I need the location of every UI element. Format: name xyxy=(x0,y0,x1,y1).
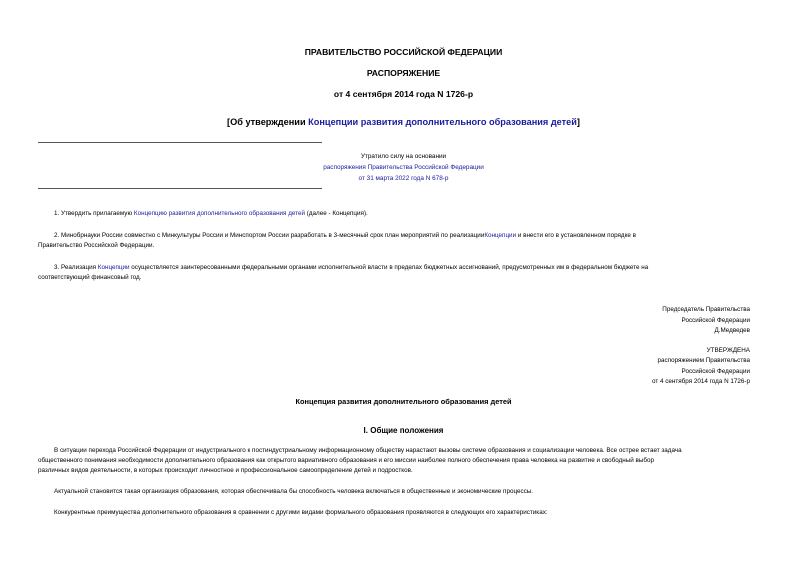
document-date-number: от 4 сентября 2014 года N 1726-р xyxy=(333,89,474,99)
status-note-line1: Утратило силу на основании xyxy=(360,153,447,160)
status-divider-top xyxy=(38,142,322,143)
item-3-text: 3. Реализация xyxy=(54,264,98,271)
approval-heading: УТВЕРЖДЕНА xyxy=(706,347,750,354)
paragraph-1-line-1: В ситуации перехода Российской Федерации от индустриального к постиндустриальному информационному обществу нарастают вызовы системе образования и социализации человека. Все острее встает задача xyxy=(54,447,682,454)
item-1-concept-link[interactable]: Концепцию развития дополнительного образования детей xyxy=(133,210,306,217)
item-3-concept-link[interactable]: Концепции xyxy=(97,264,130,271)
paragraph-2: Актуальной становится такая организация образования, которая обеспечивала бы способность человека включаться в общественные и экономические процессы. xyxy=(54,488,534,495)
item-3 xyxy=(54,263,648,274)
section-1-title: I. Общие положения xyxy=(363,426,444,435)
paragraph-1-line-2: общественного понимания необходимости дополнительного образования как открытого вариативного образования и его миссии наиболее полного обеспечения права человека на развитие и свободный выбор xyxy=(38,457,655,464)
item-2 xyxy=(54,231,636,242)
repeal-act-link[interactable]: распоряжения Правительства Российской Федерации xyxy=(323,164,484,171)
item-1-text: 1. Утвердить прилагаемую xyxy=(54,210,134,217)
concept-title: Концепция развития дополнительного образования детей xyxy=(295,397,512,406)
signatory-country: Российской Федерации xyxy=(681,317,750,324)
document-title xyxy=(0,117,807,127)
paragraph-1-line-3: различных видов деятельности, в которых происходит личностное и профессиональное самоопределение детей и подростков. xyxy=(38,467,413,474)
item-1-tail: (далее - Концепция). xyxy=(305,210,368,217)
approval-line-4: от 4 сентября 2014 года N 1726-р xyxy=(652,378,750,385)
signatory-position: Председатель Правительства xyxy=(662,306,750,313)
status-divider-bottom xyxy=(38,188,322,189)
item-3-line-2: соответствующий финансовый год. xyxy=(38,274,142,281)
approval-line-3: Российской Федерации xyxy=(681,368,750,375)
title-open: [Об утверждении xyxy=(227,117,309,127)
item-2-concept-link[interactable]: Концепции xyxy=(484,232,517,239)
paragraph-3: Конкурентные преимущества дополнительного образования в сравнении с другими видами формального образования проявляются в следующих его характеристиках: xyxy=(54,509,548,516)
repeal-act-date-link[interactable]: от 31 марта 2022 года N 678-р xyxy=(358,175,449,182)
item-2-tail: и внести его в установленном порядке в xyxy=(516,232,637,239)
item-2-text: 2. Минобрнауки России совместно с Минкультуры России и Минспортом России разработать в 3-месячный срок план мероприятий по реализации xyxy=(54,232,485,239)
item-2-line-2: Правительство Российской Федерации. xyxy=(38,242,155,249)
signatory-name: Д.Медведев xyxy=(714,327,750,334)
title-concept-link[interactable]: Концепции развития дополнительного образования детей xyxy=(308,117,577,127)
issuer-heading: ПРАВИТЕЛЬСТВО РОССИЙСКОЙ ФЕДЕРАЦИИ xyxy=(304,47,503,57)
approval-line-2: распоряжением Правительства xyxy=(657,357,750,364)
item-1 xyxy=(54,209,368,220)
document-type: РАСПОРЯЖЕНИЕ xyxy=(366,68,441,78)
title-close: ] xyxy=(576,117,580,127)
item-3-tail: осуществляется заинтересованными федеральными органами исполнительной власти в пределах бюджетных ассигнований, предусмотренных им в федеральном бюджете на xyxy=(129,264,649,271)
